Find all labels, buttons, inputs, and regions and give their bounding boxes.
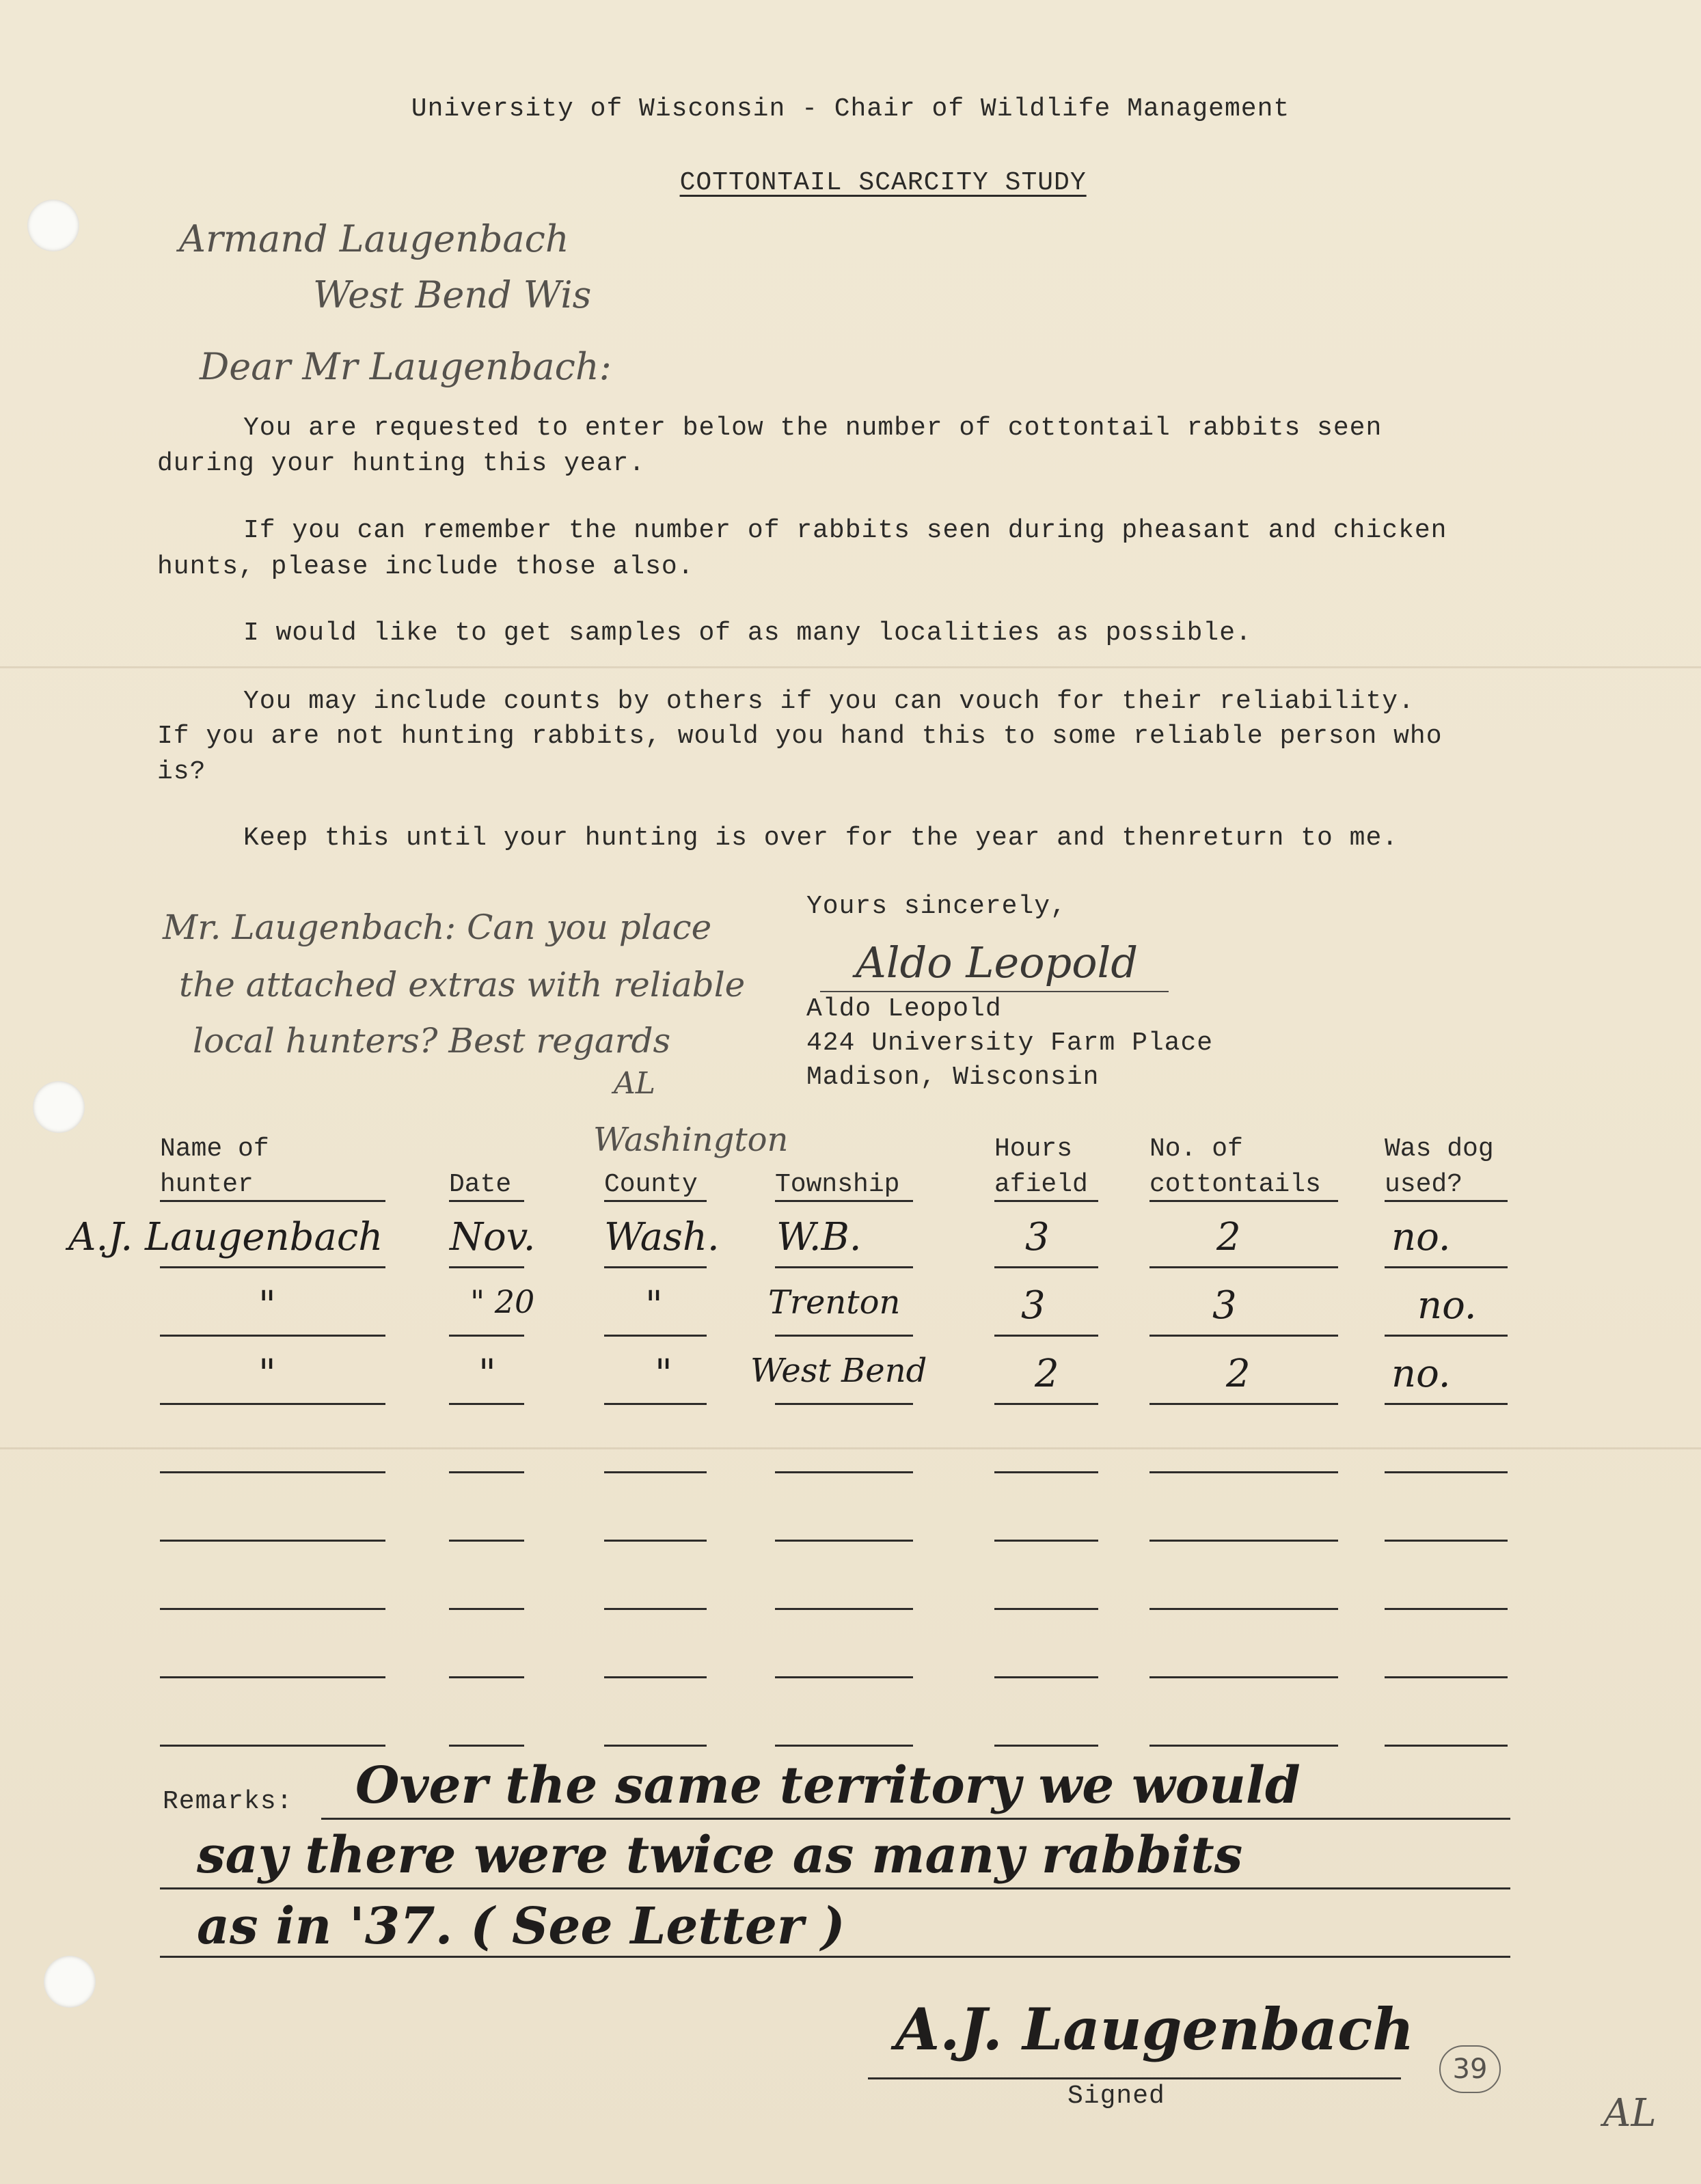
header-underline xyxy=(994,1200,1098,1202)
table-row-rule xyxy=(160,1471,385,1473)
salutation: Dear Mr Laugenbach: xyxy=(200,345,612,388)
body-paragraph-1-line-1: You are requested to enter below the number of cottontail rabbits seen xyxy=(243,413,1383,443)
remarks-rule xyxy=(160,1956,1510,1958)
header-count-line-2: cottontails xyxy=(1149,1170,1321,1199)
body-paragraph-3-line-1: I would like to get samples of as many localities as possible. xyxy=(243,618,1252,648)
table-row-rule xyxy=(994,1471,1098,1473)
table-row-rule xyxy=(1149,1676,1338,1678)
row-1-hours: 3 xyxy=(1025,1215,1050,1259)
table-row-rule xyxy=(775,1540,913,1542)
row-3-dog: no. xyxy=(1391,1352,1451,1396)
leopold-signature: Aldo Leopold xyxy=(856,938,1139,987)
header-county: County xyxy=(604,1170,698,1199)
hunter-signature: A.J. Laugenbach xyxy=(895,1995,1415,2063)
header-hours-afield xyxy=(994,1132,1088,1203)
table-row-rule xyxy=(604,1676,707,1678)
row-1-dog: no. xyxy=(1391,1215,1451,1259)
punch-hole xyxy=(44,1956,96,2008)
body-paragraph-4-line-1: You may include counts by others if you can vouch for their reliability. xyxy=(243,687,1415,716)
header-underline xyxy=(1149,1200,1338,1202)
row-2-dog: no. xyxy=(1417,1283,1477,1328)
addressee-name: Armand Laugenbach xyxy=(179,217,569,260)
table-row-rule xyxy=(994,1676,1098,1678)
table-row-rule xyxy=(1385,1745,1508,1747)
table-row-rule xyxy=(994,1608,1098,1610)
row-1-township: W.B. xyxy=(776,1215,862,1259)
signature-line xyxy=(868,2077,1401,2079)
table-row-rule xyxy=(449,1745,524,1747)
header-count-line-1: No. of xyxy=(1149,1134,1243,1164)
table-row-rule xyxy=(775,1335,913,1337)
row-1-date: Nov. xyxy=(450,1215,536,1259)
body-paragraph-1-line-2: during your hunting this year. xyxy=(157,449,646,478)
table-row-rule xyxy=(994,1745,1098,1747)
addressee-place: West Bend Wis xyxy=(313,273,592,316)
institution-heading: University of Wisconsin - Chair of Wildlife Management xyxy=(411,94,1290,124)
table-row-rule xyxy=(1385,1540,1508,1542)
remarks-label: Remarks: xyxy=(163,1787,293,1816)
table-row-rule xyxy=(449,1403,524,1405)
table-row-rule xyxy=(994,1335,1098,1337)
table-row-rule xyxy=(1385,1335,1508,1337)
row-2-township: Trenton xyxy=(768,1283,901,1322)
margin-note-line-3: local hunters? Best regards xyxy=(193,1021,671,1061)
header-name-of-hunter xyxy=(160,1132,269,1203)
row-1-count: 2 xyxy=(1216,1215,1241,1259)
table-row-rule xyxy=(604,1608,707,1610)
sender-address-2: Madison, Wisconsin xyxy=(806,1063,1100,1092)
table-row-rule xyxy=(160,1335,385,1337)
remarks-line-3: as in '37. ( See Letter ) xyxy=(197,1897,845,1956)
table-row-rule xyxy=(1149,1266,1338,1268)
table-row-rule xyxy=(449,1471,524,1473)
row-1-county: Wash. xyxy=(604,1215,720,1259)
header-name-line-2: hunter xyxy=(160,1170,254,1199)
table-row-rule xyxy=(1385,1471,1508,1473)
table-row-rule xyxy=(449,1266,524,1268)
row-2-county: " xyxy=(645,1283,663,1328)
header-date: Date xyxy=(449,1170,512,1199)
remarks-line-2: say there were twice as many rabbits xyxy=(197,1826,1243,1885)
page-number: 39 xyxy=(1439,2045,1501,2093)
table-row-rule xyxy=(994,1403,1098,1405)
table-row-rule xyxy=(160,1676,385,1678)
table-row-rule xyxy=(775,1266,913,1268)
punch-hole xyxy=(33,1081,85,1133)
table-row-rule xyxy=(1385,1608,1508,1610)
study-title xyxy=(0,139,1701,227)
table-row-rule xyxy=(604,1335,707,1337)
header-underline xyxy=(449,1200,524,1202)
header-underline xyxy=(775,1200,913,1202)
table-row-rule xyxy=(604,1745,707,1747)
margin-note-line-2: the attached extras with reliable xyxy=(179,965,746,1005)
corner-initials: AL xyxy=(1603,2091,1657,2135)
table-row-rule xyxy=(994,1540,1098,1542)
table-row-rule xyxy=(1149,1608,1338,1610)
study-title-text: COTTONTAIL SCARCITY STUDY xyxy=(679,168,1087,197)
body-paragraph-2-line-2: hunts, please include those also. xyxy=(157,552,694,582)
row-2-hours: 3 xyxy=(1021,1283,1046,1328)
body-paragraph-4-line-2: If you are not hunting rabbits, would you hand this to some reliable person who xyxy=(157,722,1443,751)
row-2-name: " xyxy=(258,1283,276,1328)
header-hours-line-1: Hours xyxy=(994,1134,1073,1164)
county-annotation: Washington xyxy=(593,1121,789,1159)
table-row-rule xyxy=(604,1266,707,1268)
valediction: Yours sincerely, xyxy=(806,892,1067,921)
header-hours-line-2: afield xyxy=(994,1170,1088,1199)
header-name-line-1: Name of xyxy=(160,1134,269,1164)
remarks-rule xyxy=(321,1818,1510,1820)
table-row-rule xyxy=(1385,1403,1508,1405)
table-row-rule xyxy=(1385,1676,1508,1678)
row-3-county: " xyxy=(655,1352,672,1396)
remarks-rule xyxy=(160,1887,1510,1889)
body-paragraph-2-line-1: If you can remember the number of rabbits seen during pheasant and chicken xyxy=(243,516,1447,545)
table-row-rule xyxy=(160,1540,385,1542)
row-3-date: " xyxy=(478,1352,496,1396)
sender-name: Aldo Leopold xyxy=(806,994,1002,1024)
table-row-rule xyxy=(604,1403,707,1405)
table-row-rule xyxy=(1149,1745,1338,1747)
table-row-rule xyxy=(604,1471,707,1473)
table-row-rule xyxy=(604,1540,707,1542)
header-no-of-cottontails xyxy=(1149,1132,1321,1203)
row-1-name: A.J. Laugenbach xyxy=(68,1215,383,1259)
row-3-hours: 2 xyxy=(1035,1352,1059,1396)
sender-address-1: 424 University Farm Place xyxy=(806,1028,1214,1058)
table-row-rule xyxy=(1149,1403,1338,1405)
table-row-rule xyxy=(994,1266,1098,1268)
table-row-rule xyxy=(449,1540,524,1542)
table-row-rule xyxy=(160,1608,385,1610)
row-3-township: West Bend xyxy=(750,1352,927,1390)
table-row-rule xyxy=(449,1676,524,1678)
table-row-rule xyxy=(449,1608,524,1610)
row-2-date: " 20 xyxy=(470,1283,535,1320)
signed-label: Signed xyxy=(1067,2081,1165,2111)
leopold-signature-flourish xyxy=(820,991,1169,992)
row-3-count: 2 xyxy=(1226,1352,1251,1396)
header-dog-line-1: Was dog xyxy=(1385,1134,1494,1164)
remarks-line-1: Over the same territory we would xyxy=(355,1756,1301,1815)
table-row-rule xyxy=(1385,1266,1508,1268)
table-row-rule xyxy=(775,1471,913,1473)
header-underline xyxy=(604,1200,707,1202)
table-row-rule xyxy=(1149,1471,1338,1473)
table-row-rule xyxy=(160,1266,385,1268)
table-row-rule xyxy=(775,1676,913,1678)
table-row-rule xyxy=(775,1745,913,1747)
table-row-rule xyxy=(449,1335,524,1337)
table-row-rule xyxy=(1149,1335,1338,1337)
fold-line xyxy=(0,1447,1701,1449)
table-row-rule xyxy=(160,1745,385,1747)
margin-note-initials: AL xyxy=(614,1066,655,1101)
table-row-rule xyxy=(160,1403,385,1405)
header-was-dog-used xyxy=(1385,1132,1494,1203)
row-3-name: " xyxy=(258,1352,276,1396)
body-paragraph-5-line-1: Keep this until your hunting is over for the year and thenreturn to me. xyxy=(243,823,1399,853)
header-dog-line-2: used? xyxy=(1385,1170,1463,1199)
margin-note-line-1: Mr. Laugenbach: Can you place xyxy=(163,907,712,947)
header-underline xyxy=(160,1200,385,1202)
header-underline xyxy=(1385,1200,1508,1202)
table-row-rule xyxy=(775,1403,913,1405)
body-paragraph-4-line-3: is? xyxy=(157,757,206,787)
table-row-rule xyxy=(1149,1540,1338,1542)
fold-line xyxy=(0,666,1701,668)
row-2-count: 3 xyxy=(1212,1283,1237,1328)
table-row-rule xyxy=(775,1608,913,1610)
header-township: Township xyxy=(775,1170,900,1199)
